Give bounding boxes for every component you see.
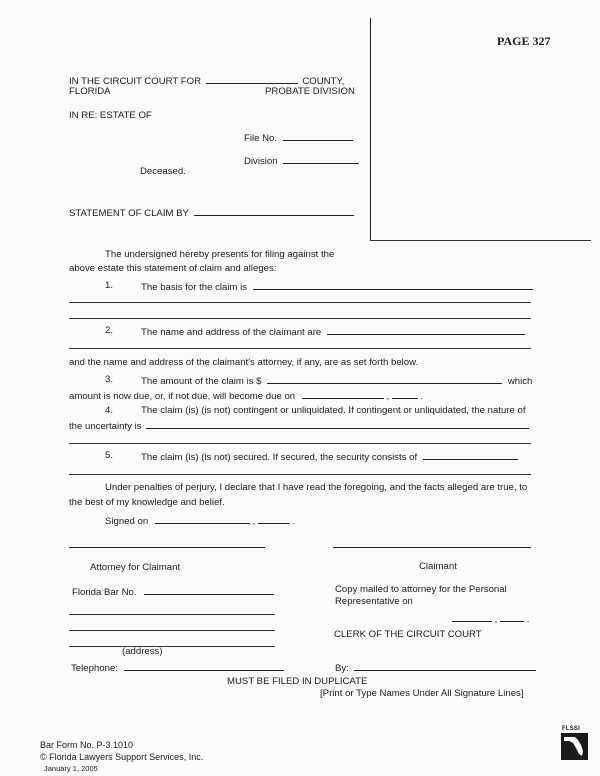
must-file-notice: MUST BE FILED IN DUPLICATE <box>227 676 368 687</box>
signed-on-row: Signed on , . <box>105 516 296 527</box>
division-blank[interactable] <box>283 154 359 164</box>
copy-mailed-line-2: Representative on <box>335 596 413 607</box>
claimant-name-blank[interactable] <box>194 206 354 216</box>
print-names-note: [Print or Type Names Under All Signature Lines] <box>320 688 524 699</box>
form-date: January 1, 2005 <box>44 764 98 773</box>
court-line-1: IN THE CIRCUIT COURT FOR COUNTY, <box>69 76 345 87</box>
item-3-number: 3. <box>105 374 114 385</box>
item-2-number: 2. <box>105 325 114 336</box>
probate-division: PROBATE DIVISION <box>265 86 355 97</box>
claim-amount-blank[interactable] <box>267 374 502 384</box>
division-row: Division <box>244 154 359 168</box>
page-number: PAGE 327 <box>497 34 551 48</box>
security-line-2[interactable] <box>69 474 531 475</box>
attorney-name-line[interactable] <box>69 614 275 615</box>
signed-date-blank[interactable] <box>155 514 250 524</box>
item-1-row: The basis for the claim is <box>141 280 533 294</box>
caption-box-vertical-rule <box>370 18 371 241</box>
item-2-continuation: and the name and address of the claimant's attorney, if any, are as set forth below. <box>69 357 419 368</box>
due-year-blank[interactable] <box>392 389 418 399</box>
item-5-number: 5. <box>105 450 114 461</box>
deceased-label: Deceased. <box>140 166 186 177</box>
uncertainty-blank[interactable] <box>146 419 529 429</box>
county-blank[interactable] <box>206 74 298 84</box>
form-number: Bar Form No. P-3.1010 <box>40 740 134 750</box>
claimant-label: Claimant <box>419 561 457 572</box>
copy-mailed-line-1: Copy mailed to attorney for the Personal <box>335 584 507 595</box>
file-no-row: File No. <box>244 131 353 145</box>
item-3-continuation: amount is now due, or, if not due, will become due on , . <box>69 391 424 402</box>
uncertainty-line-2[interactable] <box>69 443 531 444</box>
by-row: By: <box>335 661 536 675</box>
caption-box-bottom-rule <box>370 240 591 241</box>
file-no-blank[interactable] <box>283 131 353 141</box>
claimant-signature-line[interactable] <box>333 547 531 548</box>
copy-mailed-year-blank[interactable] <box>500 612 524 622</box>
bar-no-blank[interactable] <box>144 585 274 595</box>
item-4-text: The claim (is) (is not) contingent or unliquidated. If contingent or unliquidated, the nature of <box>141 405 526 416</box>
signed-year-blank[interactable] <box>258 514 290 524</box>
security-blank[interactable] <box>423 450 518 460</box>
telephone-row: Telephone: <box>71 661 284 675</box>
intro-line-2: above estate this statement of claim and alleges: <box>69 263 277 274</box>
item-1-number: 1. <box>105 280 114 291</box>
claimant-address-line-2[interactable] <box>69 348 531 349</box>
flssi-logo-text: FLSSI <box>562 726 581 732</box>
basis-line-2[interactable] <box>69 302 531 303</box>
statement-of-claim-row: STATEMENT OF CLAIM BY <box>69 206 354 220</box>
attorney-address-line-2[interactable] <box>69 646 275 647</box>
attorney-signature-line[interactable] <box>69 547 265 548</box>
deputy-clerk-signature-blank[interactable] <box>354 661 536 671</box>
flssi-logo <box>561 726 588 760</box>
item-5-row: The claim (is) (is not) secured. If secured, the security consists of <box>141 450 518 464</box>
intro-line-1: The undersigned hereby presents for filing against the <box>105 249 335 260</box>
item-3-row: The amount of the claim is $ which <box>141 376 533 387</box>
perjury-line-1: Under penalties of perjury, I declare that I have read the foregoing, and the facts alleged are true, to <box>105 482 528 493</box>
court-state: FLORIDA <box>69 86 111 97</box>
item-4-continuation: the uncertainty is <box>69 419 529 433</box>
basis-blank[interactable] <box>253 280 533 290</box>
clerk-label: CLERK OF THE CIRCUIT COURT <box>334 629 482 640</box>
address-label: (address) <box>122 646 163 657</box>
copy-mailed-date-blank[interactable] <box>452 612 492 622</box>
bar-no-row: Florida Bar No. <box>72 585 274 599</box>
due-date-blank[interactable] <box>302 389 384 399</box>
perjury-line-2: the best of my knowledge and belief. <box>69 497 225 508</box>
attorney-address-line-1[interactable] <box>69 630 275 631</box>
copy-mailed-date-row: , . <box>452 612 529 626</box>
florida-map-icon <box>561 733 588 761</box>
copyright-line: © Florida Lawyers Support Services, Inc. <box>40 752 204 762</box>
claimant-address-blank[interactable] <box>327 325 525 335</box>
item-2-row: The name and address of the claimant are <box>141 325 525 339</box>
basis-line-3[interactable] <box>69 318 531 319</box>
telephone-blank[interactable] <box>124 661 284 671</box>
in-re-estate: IN RE: ESTATE OF <box>69 110 152 121</box>
item-4-number: 4. <box>105 405 114 416</box>
attorney-for-claimant-label: Attorney for Claimant <box>90 562 181 573</box>
